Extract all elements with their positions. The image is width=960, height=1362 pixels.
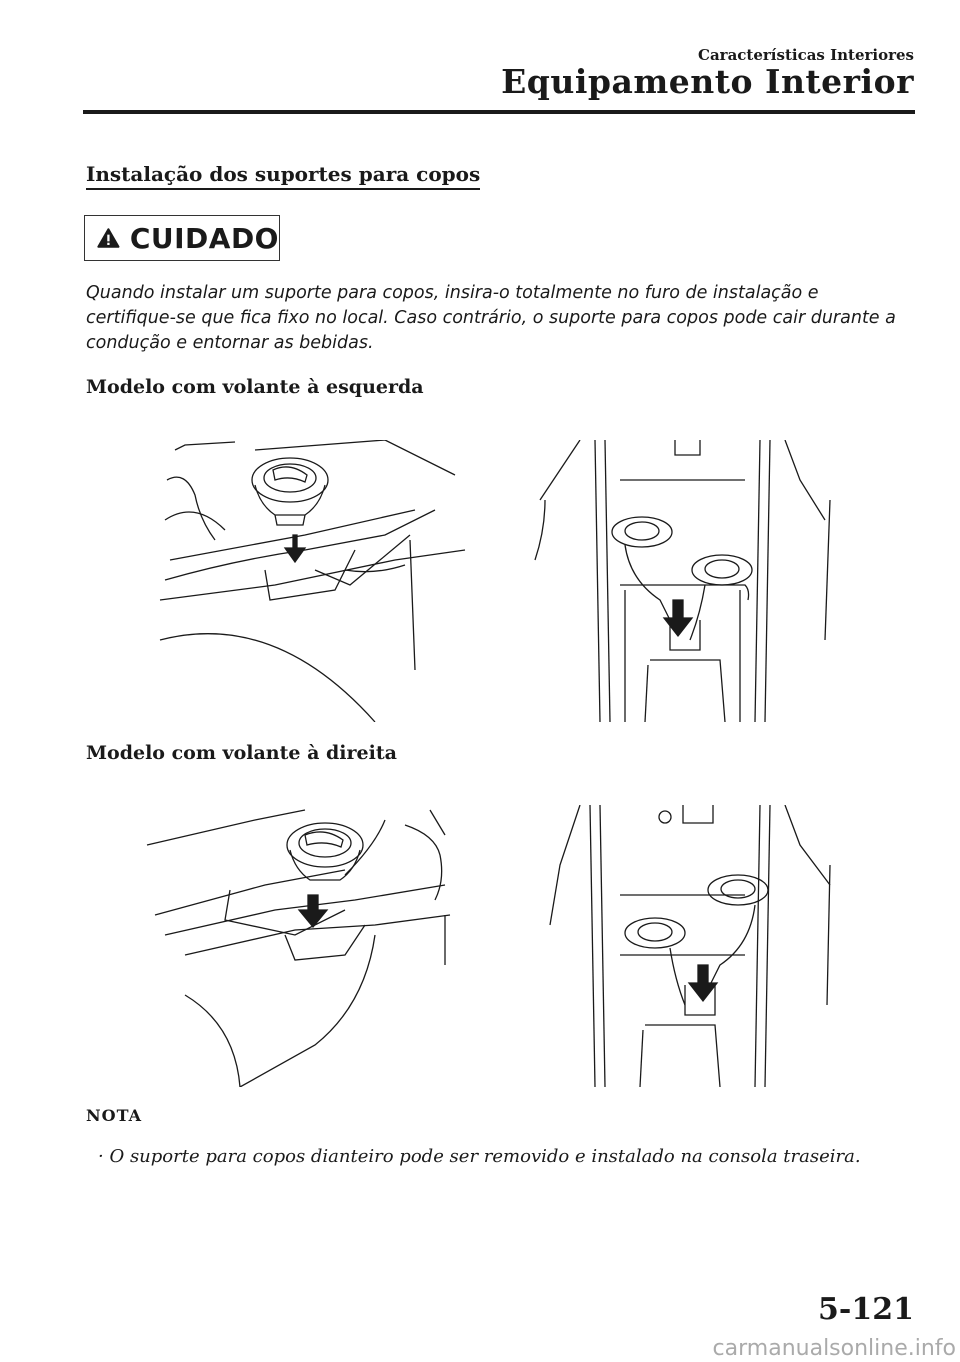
section-title: Equipamento Interior [501,62,914,101]
lhd-caption: Modelo com volante à esquerda [86,376,424,398]
nota-bullet: · [98,1146,104,1167]
chapter-title: Características Interiores [698,46,914,64]
footer-watermark: carmanualsonline.info [712,1336,956,1361]
caution-label: CUIDADO [129,221,279,255]
caution-box [84,215,280,261]
lhd-perspective-illustration [155,440,475,722]
page-number: 5-121 [818,1292,914,1327]
rhd-top-view-illustration [545,805,835,1087]
rhd-caption: Modelo com volante à direita [86,742,397,764]
subheading: Instalação dos suportes para copos [86,162,480,190]
warning-triangle-icon [97,223,120,253]
header-rule [83,110,915,114]
rhd-perspective-illustration [145,805,460,1087]
nota-item-text: O suporte para copos dianteiro pode ser removido e instalado na consola traseira. [109,1146,861,1167]
nota-item [98,1146,861,1167]
nota-label: NOTA [86,1106,143,1125]
lhd-top-view-illustration [530,440,835,722]
caution-text: Quando instalar um suporte para copos, insira-o totalmente no furo de instalação e certifique-se que fica fixo no local. Caso contrário, o suporte para copos pode cair durante a condução e entornar as bebidas. [86,283,896,353]
